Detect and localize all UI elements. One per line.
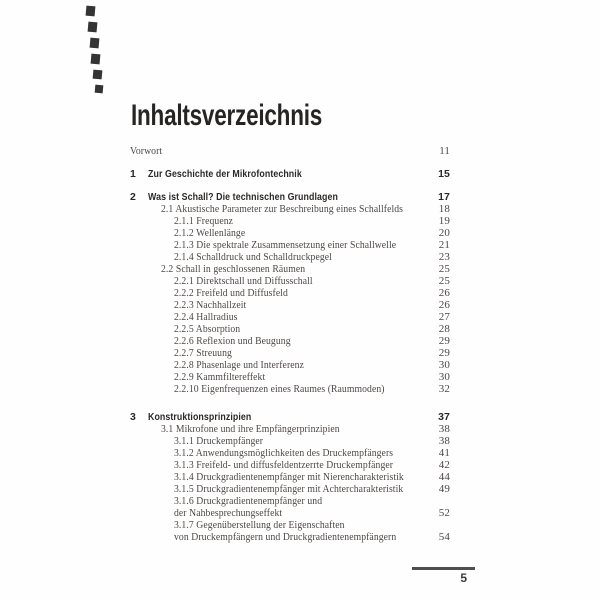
toc-entry-page: 32 — [438, 383, 450, 395]
toc-entry-page: 18 — [438, 203, 450, 215]
toc-entry-title: 2.2.4 Hallradius — [174, 311, 238, 323]
toc-entry — [130, 435, 450, 447]
toc-entry-page: 21 — [438, 239, 450, 251]
scan-binding-mark — [91, 54, 101, 65]
toc-entry-title: von Druckempfängern und Druckgradientenempfängern — [174, 531, 397, 543]
toc-entry-title: Vorwort — [130, 145, 163, 157]
toc-entry-page: 27 — [438, 311, 450, 323]
toc-entry-title: Zur Geschichte der Mikrofontechnik — [148, 168, 302, 180]
toc-entry-page: 42 — [438, 459, 450, 471]
toc-entry-title: 2.2.3 Nachhallzeit — [174, 299, 247, 311]
toc-entry-page: 23 — [438, 251, 450, 263]
page-title: Inhaltsverzeichnis — [131, 99, 323, 132]
toc-entry-title: 2.2.7 Streuung — [174, 347, 232, 359]
toc-entry — [130, 191, 450, 203]
toc-entry — [130, 383, 450, 395]
toc-entry-page: 30 — [438, 359, 450, 371]
toc-entry-title: 2.2.2 Freifeld und Diffusfeld — [174, 287, 288, 299]
toc-entry — [130, 347, 450, 359]
page-number: 5 — [460, 571, 467, 585]
toc-entry — [130, 507, 450, 519]
toc-entry-title: 2.2.8 Phasenlage und Interferenz — [174, 359, 304, 371]
toc-entry-page: 44 — [438, 471, 450, 483]
scan-binding-mark — [93, 70, 103, 80]
toc-entry-page: 28 — [438, 323, 450, 335]
toc-entry-title: 3.1.1 Druckempfänger — [174, 435, 264, 447]
toc-entry-title: 2.1 Akustische Parameter zur Beschreibung eines Schallfelds — [161, 203, 404, 215]
scan-binding-mark — [86, 6, 96, 17]
toc-entry-page: 17 — [438, 191, 450, 203]
toc-entry-title: 2.2.5 Absorption — [174, 323, 241, 335]
toc-entry-page: 11 — [439, 145, 450, 157]
toc-entry-page: 20 — [438, 227, 450, 239]
toc-entry-title: 3.1.6 Druckgradientenempfänger und — [174, 495, 323, 507]
toc-entry-page: 38 — [438, 435, 450, 447]
scan-binding-mark — [90, 38, 100, 49]
toc-entry — [130, 423, 450, 435]
toc-entry-number: 2 — [130, 191, 136, 203]
toc-entry — [130, 145, 450, 157]
toc-entry-title: der Nahbesprechungseffekt — [174, 507, 283, 519]
toc-entry-page: 38 — [438, 423, 450, 435]
toc-entry — [130, 411, 450, 423]
toc-entry-title: 3.1 Mikrofone und ihre Empfängerprinzipien — [161, 423, 340, 435]
toc-entry-page: 19 — [438, 215, 450, 227]
toc-entry-title: 2.2.1 Direktschall und Diffusschall — [174, 275, 313, 287]
scan-binding-mark — [88, 22, 98, 33]
toc-entry — [130, 531, 450, 543]
toc-entry — [130, 263, 450, 275]
toc-entry — [130, 168, 450, 180]
toc-entry — [130, 371, 450, 383]
toc-entry-page: 37 — [438, 411, 450, 423]
toc-entry — [130, 299, 450, 311]
toc-entry-title: 2.1.3 Die spektrale Zusammensetzung einer Schallwelle — [174, 239, 397, 251]
toc-entry-title: Konstruktionsprinzipien — [148, 411, 252, 423]
toc-entry-page: 30 — [438, 371, 450, 383]
toc-entry — [130, 227, 450, 239]
toc-entry — [130, 323, 450, 335]
toc-entry-page: 26 — [438, 287, 450, 299]
toc-entry-title: 2.2.10 Eigenfrequenzen eines Raumes (Raummoden) — [174, 383, 385, 395]
toc-entry-page: 49 — [438, 483, 450, 495]
toc-entry-page: 15 — [438, 168, 450, 180]
footer-rule — [412, 567, 475, 570]
toc-entry-title: Was ist Schall? Die technischen Grundlagen — [148, 191, 338, 203]
toc-entry-page: 25 — [438, 263, 450, 275]
toc-entry-title: 3.1.5 Druckgradientenempfänger mit Achtercharakteristik — [174, 483, 404, 495]
toc-entry — [130, 287, 450, 299]
toc-entry-page: 41 — [438, 447, 450, 459]
toc-entry — [130, 311, 450, 323]
toc-entry-title: 2.1.4 Schalldruck und Schalldruckpegel — [174, 251, 332, 263]
toc-entry-page: 26 — [438, 299, 450, 311]
toc-entry-number: 3 — [130, 411, 136, 423]
toc-entry-title: 2.1.2 Wellenlänge — [174, 227, 246, 239]
toc-entry — [130, 251, 450, 263]
toc-entry-page: 29 — [438, 335, 450, 347]
toc-entry-title: 2.1.1 Frequenz — [174, 215, 234, 227]
toc-entry-title: 2.2.6 Reflexion und Beugung — [174, 335, 291, 347]
toc-entry-title: 2.2.9 Kammfiltereffekt — [174, 371, 266, 383]
toc-entry — [130, 519, 450, 531]
toc-entry — [130, 275, 450, 287]
toc-entry — [130, 471, 450, 483]
toc-entry-title: 3.1.2 Anwendungsmöglichkeiten des Druckempfängers — [174, 447, 394, 459]
toc-entry — [130, 335, 450, 347]
toc-entry-page: 54 — [438, 531, 450, 543]
toc-list — [130, 145, 450, 543]
toc-entry — [130, 495, 450, 507]
toc-entry-page: 29 — [438, 347, 450, 359]
toc-entry-page: 52 — [438, 507, 450, 519]
toc-entry — [130, 483, 450, 495]
toc-entry-number: 1 — [130, 168, 136, 180]
toc-entry — [130, 215, 450, 227]
toc-entry — [130, 239, 450, 251]
toc-entry — [130, 447, 450, 459]
toc-entry-page: 25 — [438, 275, 450, 287]
toc-entry-title: 3.1.3 Freifeld- und diffusfeldentzerrte Druckempfänger — [174, 459, 394, 471]
toc-entry-title: 3.1.4 Druckgradientenempfänger mit Nierencharakteristik — [174, 471, 404, 483]
toc-entry-title: 2.2 Schall in geschlossenen Räumen — [161, 263, 306, 275]
toc-entry — [130, 359, 450, 371]
toc-entry — [130, 203, 450, 215]
toc-entry-title: 3.1.7 Gegenüberstellung der Eigenschaften — [174, 519, 345, 531]
toc-entry — [130, 459, 450, 471]
scan-binding-mark — [95, 85, 104, 94]
